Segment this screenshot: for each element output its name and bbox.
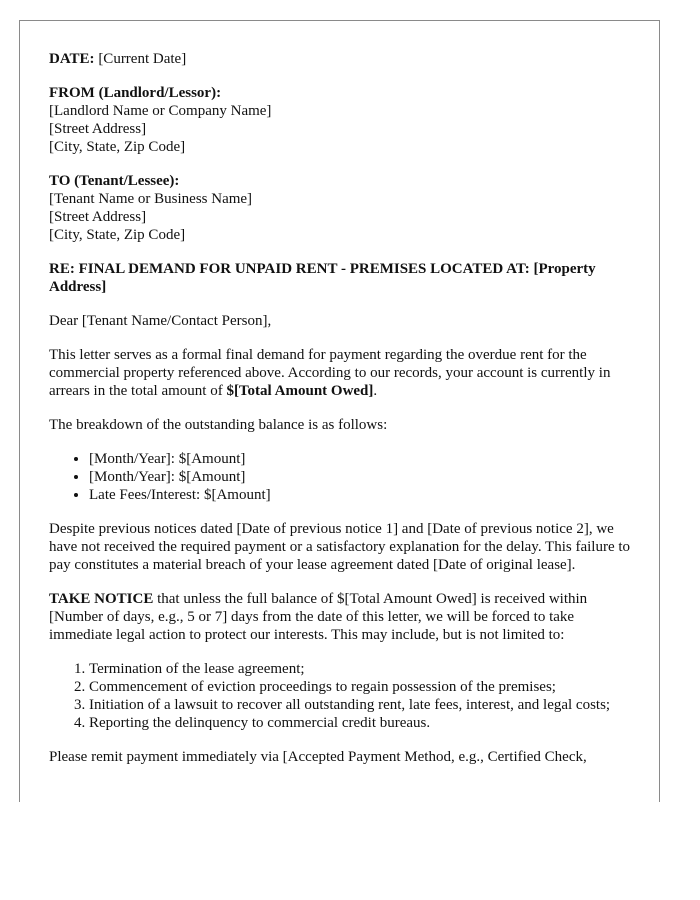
to-block xyxy=(49,172,639,244)
to-label: TO (Tenant/Lessee): xyxy=(49,173,180,189)
closing-paragraph: Please remit payment immediately via [Accepted Payment Method, e.g., Certified Check, xyxy=(49,749,587,765)
paragraph-take-notice xyxy=(49,590,639,644)
paragraph-previous-notices: Despite previous notices dated [Date of previous notice 1] and [Date of previous notice 2], we have not received the required payment or a satisfactory explanation for the delay. This failure to pay constitutes a material breach of your lease agreement dated [Date of original lease]. xyxy=(49,521,631,573)
list-item: 1. Termination of the lease agreement; xyxy=(89,660,639,678)
list-item: • [Month/Year]: $[Amount] xyxy=(89,450,639,468)
take-notice-label: TAKE NOTICE xyxy=(49,591,154,607)
arrears-text: This letter serves as a formal final demand for payment regarding the overdue rent for the commercial property referenced above. According to our records, your account is currently in arrears in the total amount of xyxy=(49,347,611,399)
from-street: [Street Address] xyxy=(49,121,147,137)
from-block xyxy=(49,84,639,156)
from-city: [City, State, Zip Code] xyxy=(49,139,186,155)
letter-page xyxy=(19,20,660,802)
to-name: [Tenant Name or Business Name] xyxy=(49,191,253,207)
list-item: 3. Initiation of a lawsuit to recover all outstanding rent, late fees, interest, and legal costs; xyxy=(89,696,639,714)
breakdown-list xyxy=(49,450,639,504)
subject-text: RE: FINAL DEMAND FOR UNPAID RENT - PREMISES LOCATED AT: [Property Address] xyxy=(49,261,596,295)
subject-line xyxy=(49,260,639,296)
salutation: Dear [Tenant Name/Contact Person], xyxy=(49,313,272,329)
from-name: [Landlord Name or Company Name] xyxy=(49,103,272,119)
from-label: FROM (Landlord/Lessor): xyxy=(49,85,222,101)
date-line xyxy=(49,50,639,68)
date-value: [Current Date] xyxy=(94,51,187,67)
take-notice-text: that unless the full balance of $[Total Amount Owed] is received within [Number of days, e.g., 5 or 7] days from the date of this letter, we will be forced to take immediate legal action to protect our interests. This may include, but is not limited to: xyxy=(49,591,588,643)
date-label: DATE: xyxy=(49,51,95,67)
list-item: 4. Reporting the delinquency to commercial credit bureaus. xyxy=(89,714,639,732)
list-item: 2. Commencement of eviction proceedings to regain possession of the premises; xyxy=(89,678,639,696)
total-amount: $[Total Amount Owed] xyxy=(226,383,374,399)
paragraph-arrears xyxy=(49,346,639,400)
list-item: • [Month/Year]: $[Amount] xyxy=(89,468,639,486)
actions-list xyxy=(49,660,639,732)
arrears-end: . xyxy=(373,383,378,399)
list-item: • Late Fees/Interest: $[Amount] xyxy=(89,486,639,504)
letter-content xyxy=(49,50,639,782)
to-street: [Street Address] xyxy=(49,209,147,225)
breakdown-intro: The breakdown of the outstanding balance is as follows: xyxy=(49,417,388,433)
to-city: [City, State, Zip Code] xyxy=(49,227,186,243)
